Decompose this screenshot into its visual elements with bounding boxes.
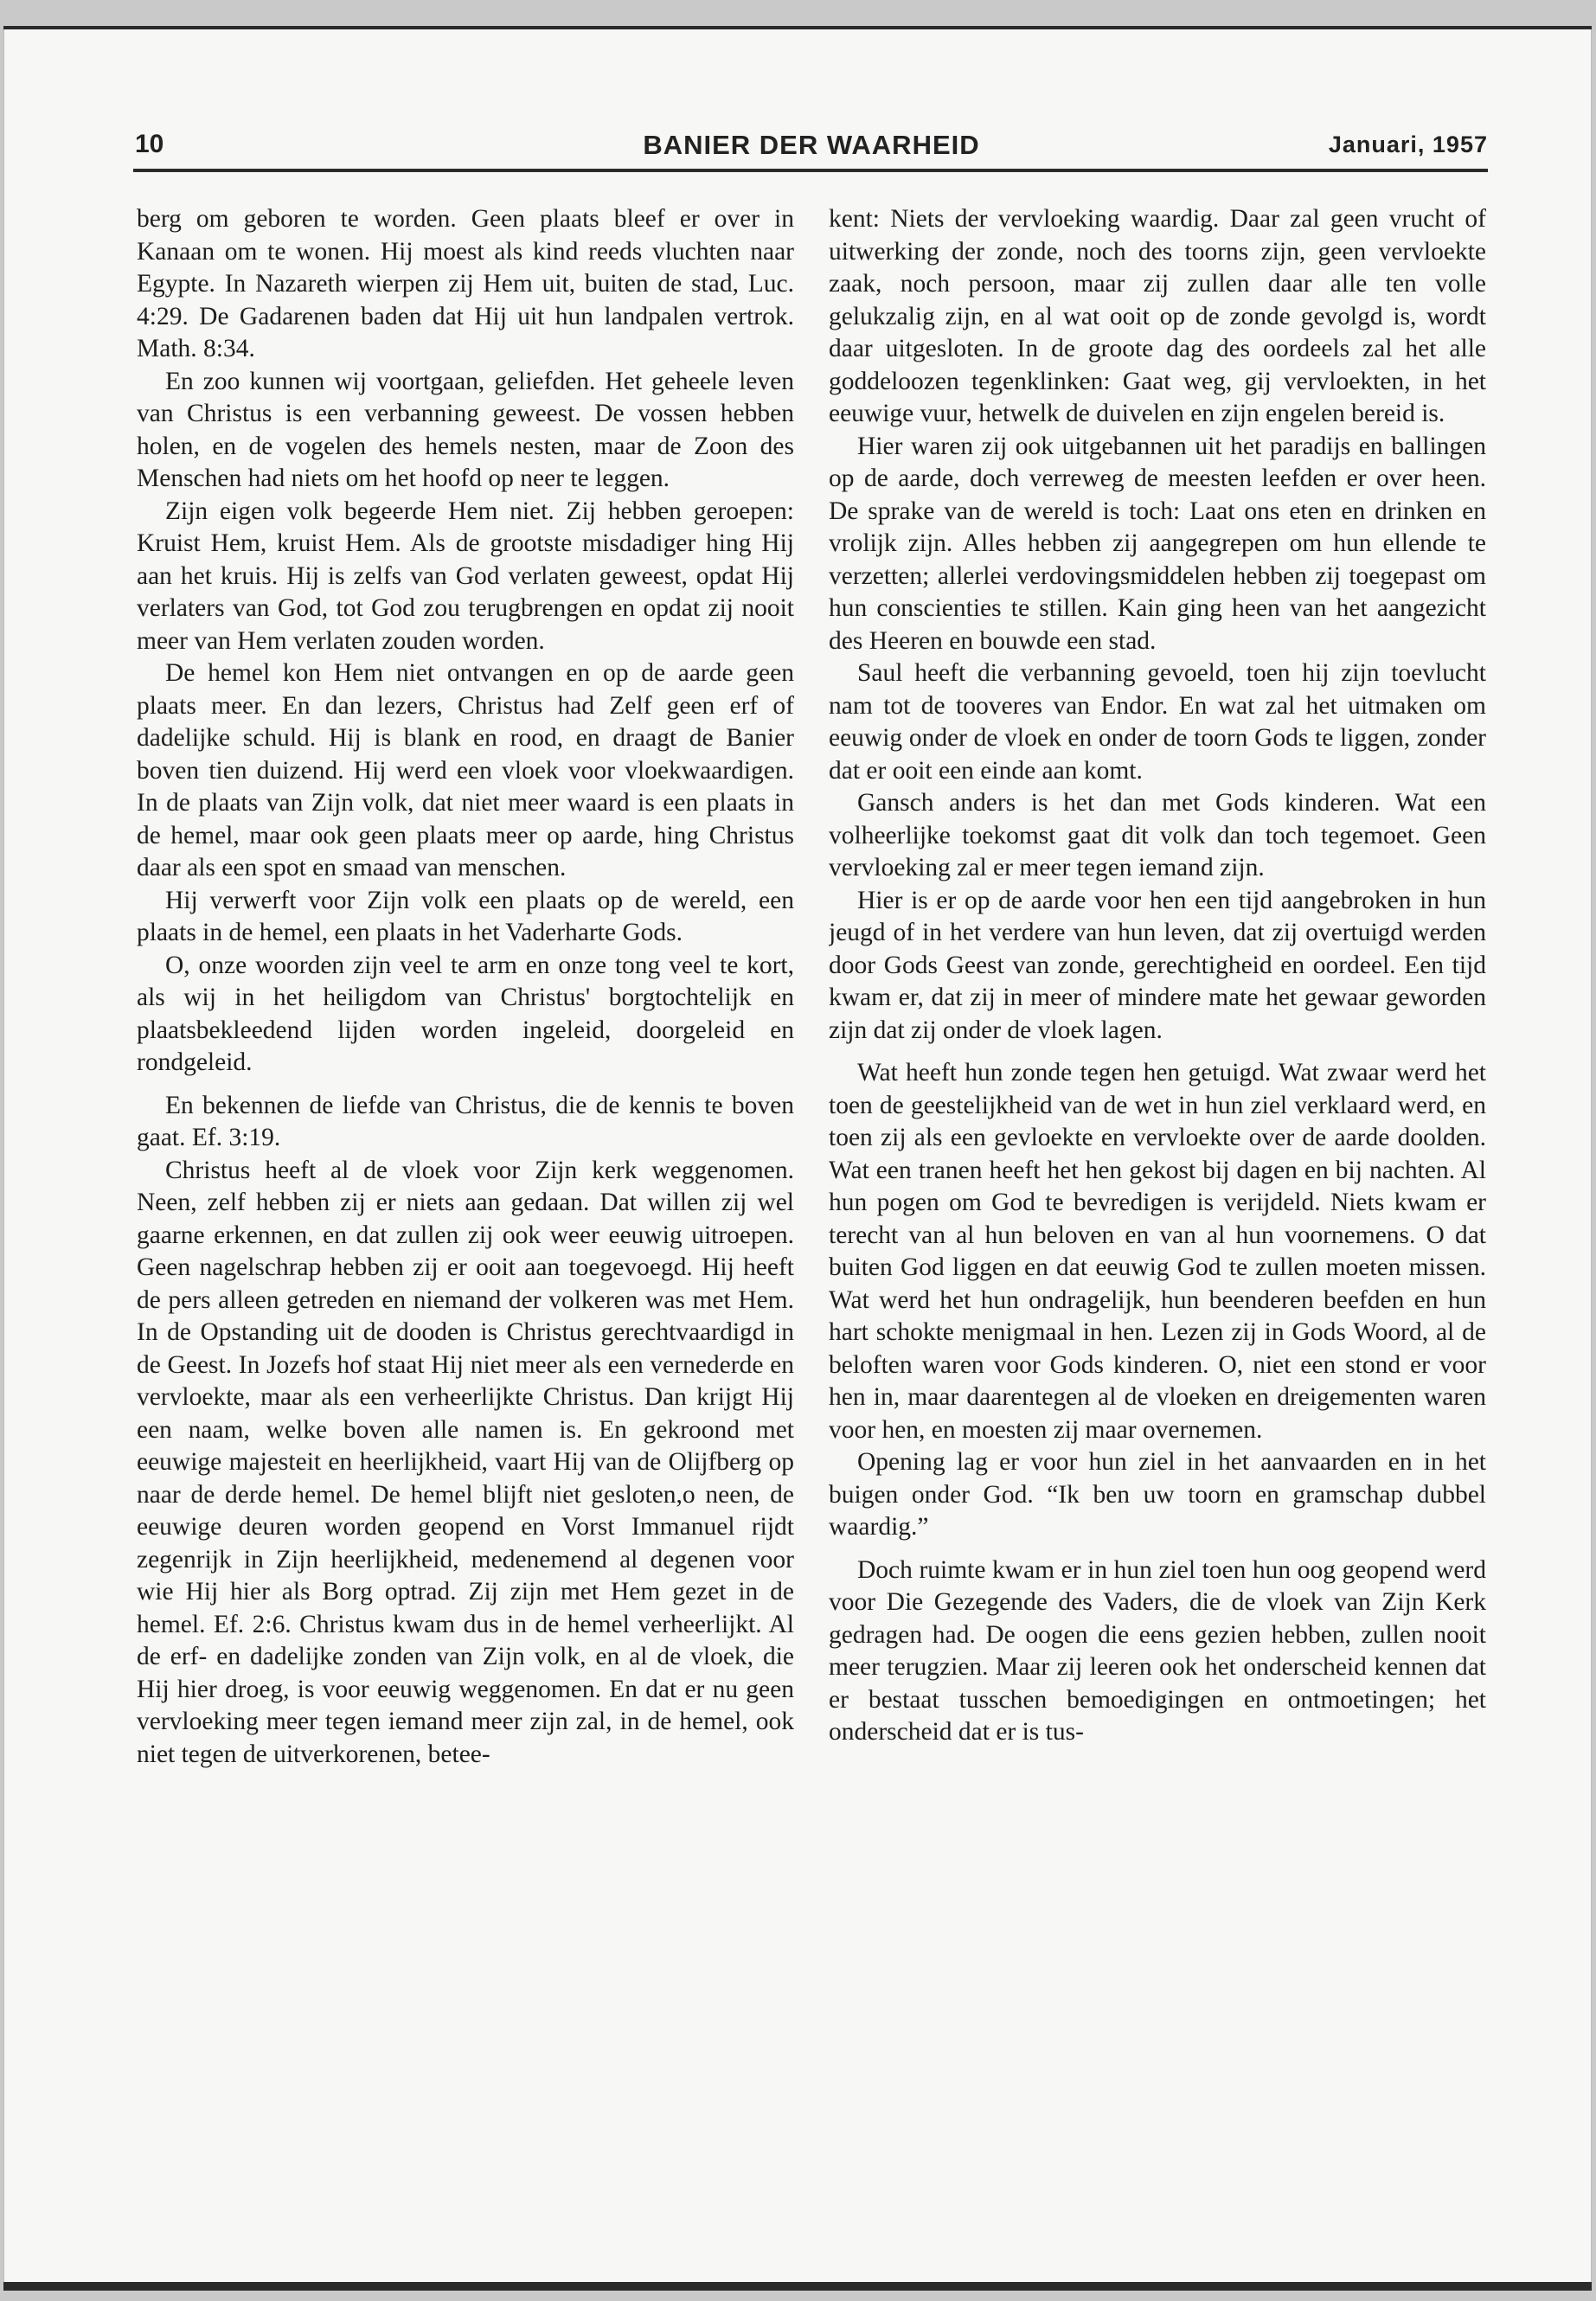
paragraph: Zijn eigen volk begeerde Hem niet. Zij hebben geroepen: Kruist Hem, kruist Hem. Als de grootste misdadiger hing Hij aan het kruis. Hij is zelfs van God verlaten geweest, opdat Hij verlaters van God, tot God zou terugbrengen en opdat zij nooit meer van Hem verlaten zouden worden. — [137, 497, 794, 655]
paragraph: kent: Niets der vervloeking waardig. Daar zal geen vrucht of uitwerking der zonde, noch des toorns zijn, geen vervloekte zaak, noch persoon, maar zij zullen daar alle ten volle gelukzalig zijn, en al wat ooit op de zonde gevolgd is, wordt daar uitgesloten. In de groote dag des oordeels zal het alle goddeloozen tegenklinken: Gaat weg, gij vervloekten, in het eeuwige vuur, hetwelk de duivelen en zijn engelen bereid is. — [829, 205, 1486, 427]
paragraph: En zoo kunnen wij voortgaan, geliefden. Het geheele leven van Christus is een verbanning geweest. De vossen hebben holen, en de vogelen des hemels nesten, maar de Zoon des Menschen had niets om het hoofd op neer te leggen. — [137, 367, 794, 492]
paragraph: Saul heeft die verbanning gevoeld, toen hij zijn toevlucht nam tot de tooveres van Endor. En wat zal het uitmaken om eeuwig onder de vloek en onder de toorn Gods te liggen, zonder dat er ooit een einde aan komt. — [829, 659, 1486, 785]
running-header — [135, 114, 1488, 160]
paragraph: En bekennen de liefde van Christus, die de kennis te boven gaat. Ef. 3:19. — [137, 1091, 794, 1151]
right-column — [829, 203, 1486, 2210]
header-rule — [133, 169, 1488, 172]
paragraph: O, onze woorden zijn veel te arm en onze tong veel te kort, als wij in het heiligdom van Christus' borgtochtelijk en plaatsbekleedend lijden worden ingeleid, doorgeleid en rondgeleid. — [137, 951, 794, 1076]
scanned-page — [3, 26, 1592, 2291]
left-column — [137, 203, 794, 2210]
paragraph: Opening lag er voor hun ziel in het aanvaarden en in het buigen onder God. “Ik ben uw toorn en gramschap dubbel waardig.” — [829, 1448, 1486, 1541]
paragraph: Doch ruimte kwam er in hun ziel toen hun oog geopend werd voor Die Gezegende des Vaders, die de vloek van Zijn Kerk gedragen had. De oogen die eens gezien hebben, zullen nooit meer terugzien. Maar zij leeren ook het onderscheid kennen dat er bestaat tusschen bemoedigingen en ontmoetingen; het onderscheid dat er is tus- — [829, 1555, 1486, 1746]
paragraph: Wat heeft hun zonde tegen hen getuigd. Wat zwaar werd het toen de geestelijkheid van de wet in hun ziel verklaard werd, en toen zij als een gevloekte en vervloekte over de aarde doolden. Wat een tranen heeft het hen gekost bij dagen en bij nachten. Al hun pogen om God te bevredigen is verijdeld. Niets kwam er terecht van al hun beloven en van al hun voornemens. O dat buiten God liggen en dat eeuwig God te zullen moeten missen. Wat werd het hun ondragelijk, hun beenderen beefden en hun hart schokte menigmaal in hen. Lezen zij in Gods Woord, al de beloften waren voor Gods kinderen. O, niet een stond er voor hen in, maar daarentegen al de vloeken en dreigementen waren voor hen, en moesten zij maar overnemen. — [829, 1059, 1486, 1444]
paragraph: berg om geboren te worden. Geen plaats bleef er over in Kanaan om te wonen. Hij moest als kind reeds vluchten naar Egypte. In Nazareth wierpen zij Hem uit, buiten de stad, Luc. 4:29. De Gadarenen baden dat Hij uit hun landpalen vertrok. Math. 8:34. — [137, 205, 794, 362]
publication-title: BANIER DER WAARHEID — [643, 130, 980, 160]
paragraph: Hij verwerft voor Zijn volk een plaats op de wereld, een plaats in de hemel, een plaats in het Vaderharte Gods. — [137, 886, 794, 946]
paragraph: Hier is er op de aarde voor hen een tijd aangebroken in hun jeugd of in het verdere van hun leven, dat zij overtuigd werden door Gods Geest van zonde, gerechtigheid en oordeel. Een tijd kwam er, dat zij in meer of mindere mate het gewaar geworden zijn dat zij onder de vloek lagen. — [829, 886, 1486, 1044]
scan-top-edge — [3, 26, 1592, 29]
page-number: 10 — [135, 130, 164, 158]
paragraph: De hemel kon Hem niet ontvangen en op de aarde geen plaats meer. En dan lezers, Christus had Zelf geen erf of dadelijke schuld. Hij is blank en rood, en draagt de Banier boven tien duizend. Hij werd een vloek voor vloekwaardigen. In de plaats van Zijn volk, dat niet meer waard is een plaats in de hemel, maar ook geen plaats meer op aarde, hing Christus daar als een spot en smaad van menschen. — [137, 659, 794, 881]
paragraph: Hier waren zij ook uitgebannen uit het paradijs en ballingen op de aarde, doch verreweg de meesten leefden er over heen. De sprake van de wereld is toch: Laat ons eten en drinken en vrolijk zijn. Alles hebben zij aangegrepen om hun ellende te verzetten; allerlei verdovingsmiddelen hebben zij toegepast om hun conscienties te stillen. Kain ging heen van het aangezicht des Heeren en bouwde een stad. — [829, 432, 1486, 655]
paragraph: Gansch anders is het dan met Gods kinderen. Wat een volheerlijke toekomst gaat dit volk dan toch tegemoet. Geen vervloeking zal er meer tegen iemand zijn. — [829, 789, 1486, 881]
scan-bottom-edge — [3, 2282, 1592, 2291]
issue-date: Januari, 1957 — [1328, 131, 1488, 157]
paragraph: Christus heeft al de vloek voor Zijn kerk weggenomen. Neen, zelf hebben zij er niets aan gedaan. Dat willen zij wel gaarne erkennen, en dat zullen zij ook weer eeuwig uitroepen. Geen nagelschrap hebben zij er ooit aan toegevoegd. Hij heeft de pers alleen getreden en niemand der volkeren was met Hem. In de Opstanding uit de dooden is Christus gerechtvaardigd in de Geest. In Jozefs hof staat Hij niet meer als een vernederde en vervloekte, maar als een verheerlijkte Christus. Dan krijgt Hij een naam, welke boven alle namen is. En gekroond met eeuwige majesteit en heerlijkheid, vaart Hij van de Olijfberg op naar de derde hemel. De hemel blijft niet gesloten,o neen, de eeuwige deuren worden geopend en Vorst Immanuel rijdt zegenrijk in Zijn heerlijkheid, medenemend al degenen voor wie Hij hier als Borg optrad. Zij zijn met Hem gezet in de hemel. Ef. 2:6. Christus kwam dus in de hemel verheerlijkt. Al de erf- en dadelijke zonden van Zijn volk, en al de vloek, die Hij hier droeg, is voor eeuwig weggenomen. En dat er nu geen vervloeking meer tegen iemand meer zijn zal, in de hemel, ook niet tegen de uitverkorenen, betee- — [137, 1156, 794, 1768]
